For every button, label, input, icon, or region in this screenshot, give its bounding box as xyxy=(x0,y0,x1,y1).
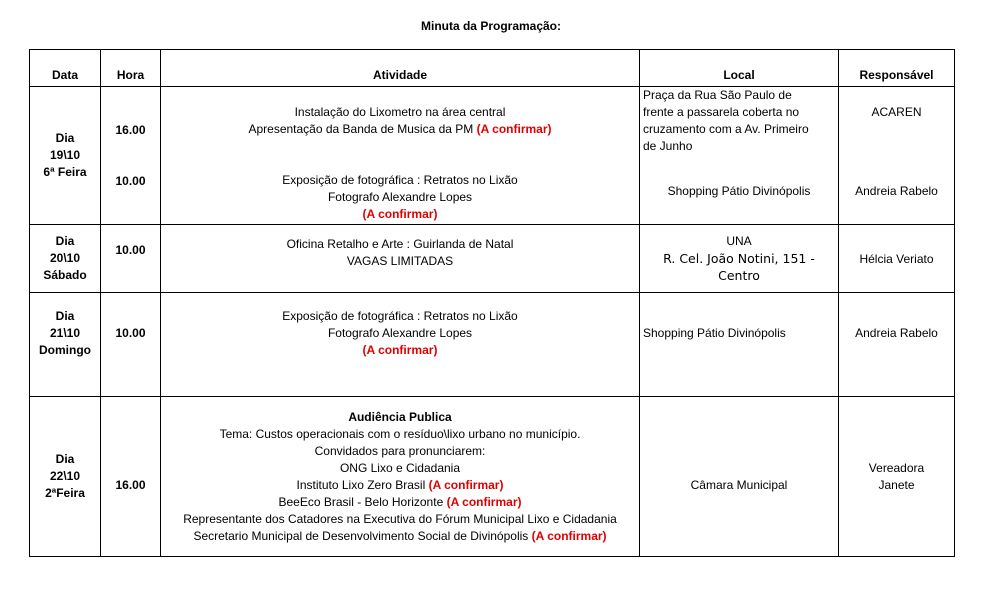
atividade-cell: Oficina Retalho e Arte : Guirlanda de Natal VAGAS LIMITADAS xyxy=(161,225,640,293)
day-cell: Dia 21\10 Domingo xyxy=(30,293,101,397)
programacao-table xyxy=(29,49,955,557)
table-header-row xyxy=(30,50,955,87)
hora-cell: 10.00 xyxy=(101,225,161,293)
atividade-cell: Instalação do Lixometro na área central Apresentação da Banda de Musica da PM (A confirmar) Exposição de fotográfica : Retratos no Lixão Fotografo Alexandre Lopes (A confirmar) xyxy=(161,87,640,225)
header-responsavel: Responsável xyxy=(839,50,955,87)
confirm-label: (A confirmar) xyxy=(362,206,438,221)
day-cell: Dia 22\10 2ªFeira xyxy=(30,397,101,557)
confirm-label: (A confirmar) xyxy=(446,494,522,509)
hora-cell: 16.00 xyxy=(101,397,161,557)
atividade-cell: Audiência Publica Tema: Custos operacionais com o resíduo\lixo urbano no município. Convidados para pronunciarem: ONG Lixo e Cidadania Instituto Lixo Zero Brasil (A confirmar) BeeEco Brasil - Belo Horizonte (A confirmar) Representante dos Catadores na Executiva do Fórum Municipal Lixo e Cidadania Secretario Municipal de Desenvolvimento Social de Divinópolis (A confirmar) xyxy=(161,397,640,557)
header-data: Data xyxy=(30,50,101,87)
header-local: Local xyxy=(640,50,839,87)
responsavel-cell: Vereadora Janete xyxy=(839,397,955,557)
local-cell: Shopping Pátio Divinópolis xyxy=(640,293,839,397)
table-row xyxy=(30,397,955,557)
hora-cell: 10.00 xyxy=(101,293,161,397)
atividade-cell: Exposição de fotográfica : Retratos no Lixão Fotografo Alexandre Lopes (A confirmar) xyxy=(161,293,640,397)
table-row xyxy=(30,225,955,293)
page-title: Minuta da Programação: xyxy=(420,19,562,33)
header-atividade: Atividade xyxy=(161,50,640,87)
header-hora: Hora xyxy=(101,50,161,87)
local-cell: UNA R. Cel. João Notini, 151 - Centro xyxy=(640,225,839,293)
confirm-label: (A confirmar) xyxy=(531,528,607,543)
local-cell: Praça da Rua São Paulo de frente a passarela coberta no cruzamento com a Av. Primeiro de Junho Shopping Pátio Divinópolis xyxy=(640,87,839,225)
hora-cell: 16.00 10.00 xyxy=(101,87,161,225)
day-cell: Dia 19\10 6ª Feira xyxy=(30,87,101,225)
responsavel-cell: Andreia Rabelo xyxy=(839,293,955,397)
audiencia-title: Audiência Publica xyxy=(348,409,452,424)
day-cell: Dia 20\10 Sábado xyxy=(30,225,101,293)
confirm-label: (A confirmar) xyxy=(476,121,552,136)
confirm-label: (A confirmar) xyxy=(362,343,438,357)
table-row xyxy=(30,87,955,225)
table-row xyxy=(30,293,955,397)
responsavel-cell: Hélcia Veriato xyxy=(839,225,955,293)
responsavel-cell: ACAREN Andreia Rabelo xyxy=(839,87,955,225)
local-cell: Câmara Municipal xyxy=(640,397,839,557)
confirm-label: (A confirmar) xyxy=(428,477,504,492)
